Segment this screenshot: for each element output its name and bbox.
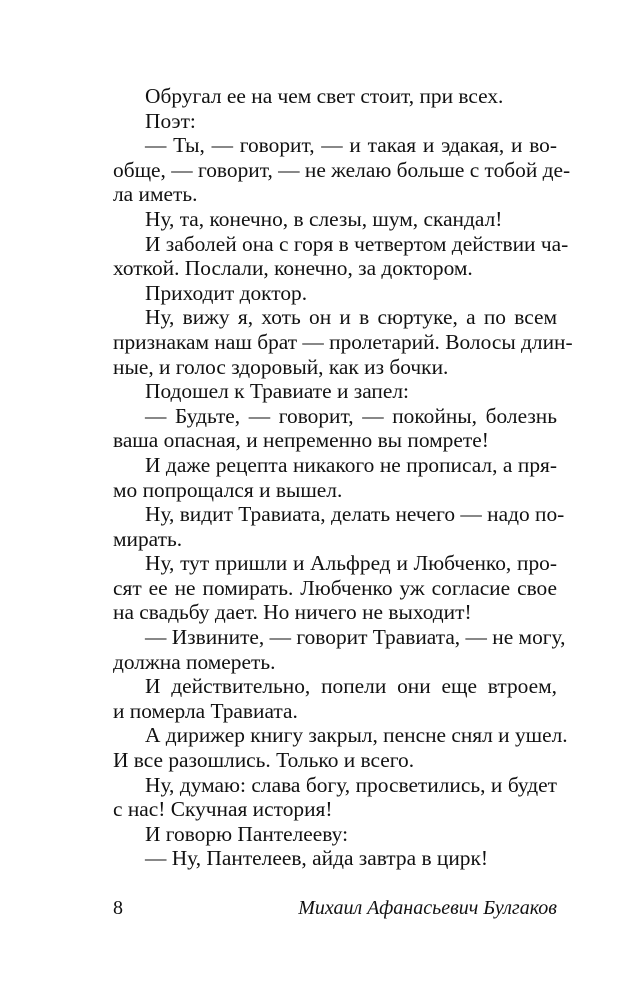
text-line: Ну, вижу я, хоть он и в сюртуке, а по всем <box>145 305 557 330</box>
body-text <box>113 84 573 871</box>
text-line: ные, и голос здоровый, как из бочки. <box>113 354 449 379</box>
text-line: Ну, думаю: слава богу, просветились, и будет <box>145 772 557 797</box>
text-line: Обругал ее на чем свет стоит, при всех. <box>145 84 504 108</box>
page-number: 8 <box>113 897 123 919</box>
text-line: Приходит доктор. <box>145 280 308 305</box>
paragraph <box>113 109 557 134</box>
paragraph <box>113 305 573 379</box>
text-line: — Извините, — говорит Травиата, — не могу, <box>145 625 566 650</box>
paragraph <box>113 84 557 109</box>
paragraph <box>113 773 557 822</box>
paragraph <box>113 502 565 551</box>
text-line: А дирижер книгу закрыл, пенсне снял и ушел. <box>145 723 568 748</box>
text-line: обще, — говорит, — не желаю больше с тобой де- <box>113 157 571 182</box>
text-line: мирать. <box>113 526 183 551</box>
text-line: И все разошлись. Только и всего. <box>113 748 415 773</box>
text-line: Подошел к Травиате и запел: <box>145 379 409 404</box>
text-line: И действительно, попели они еще втроем, <box>145 674 557 699</box>
paragraph <box>113 379 557 404</box>
paragraph <box>113 453 557 502</box>
text-line: — Будьте, — говорит, — покойны, болезнь <box>145 403 557 428</box>
text-line: Ну, та, конечно, в слезы, шум, скандал! <box>145 206 503 231</box>
text-line: должна помереть. <box>113 649 276 674</box>
text-line: сят ее не помирать. Любченко уж согласие свое <box>113 575 557 600</box>
text-line: на свадьбу дает. Но ничего не выходит! <box>113 600 472 625</box>
paragraph <box>113 207 557 232</box>
text-line: хоткой. Послали, конечно, за доктором. <box>113 256 473 281</box>
paragraph <box>113 281 557 306</box>
paragraph <box>113 404 557 453</box>
paragraph <box>113 551 557 625</box>
paragraph <box>113 846 557 871</box>
text-line: мо попрощался и вышел. <box>113 477 343 502</box>
text-line: и померла Травиата. <box>113 698 298 723</box>
text-line: ваша опасная, и непременно вы помрете! <box>113 428 489 453</box>
text-line: с нас! Скучная история! <box>113 797 333 822</box>
text-line: ла иметь. <box>113 182 198 207</box>
paragraph <box>113 625 566 674</box>
text-line: Ну, тут пришли и Альфред и Любченко, про- <box>145 551 557 576</box>
paragraph <box>113 723 568 773</box>
running-author: Михаил Афанасьевич Булгаков <box>298 897 557 919</box>
text-line: И заболей она с горя в четвертом действии ча- <box>145 231 569 256</box>
text-line: — Ну, Пантелеев, айда завтра в цирк! <box>145 846 489 871</box>
text-line: И даже рецепта никакого не прописал, а пря- <box>145 452 557 477</box>
paragraph <box>113 133 571 207</box>
text-line: Ну, видит Травиата, делать нечего — надо по- <box>145 502 565 527</box>
text-line: — Ты, — говорит, — и такая и эдакая, и во- <box>145 133 557 158</box>
text-line: признакам наш брат — пролетарий. Волосы длин- <box>113 329 573 354</box>
paragraph <box>113 231 569 281</box>
paragraph <box>113 822 557 847</box>
text-line: И говорю Пантелееву: <box>145 821 349 846</box>
paragraph <box>113 674 557 723</box>
text-line: Поэт: <box>145 108 196 133</box>
